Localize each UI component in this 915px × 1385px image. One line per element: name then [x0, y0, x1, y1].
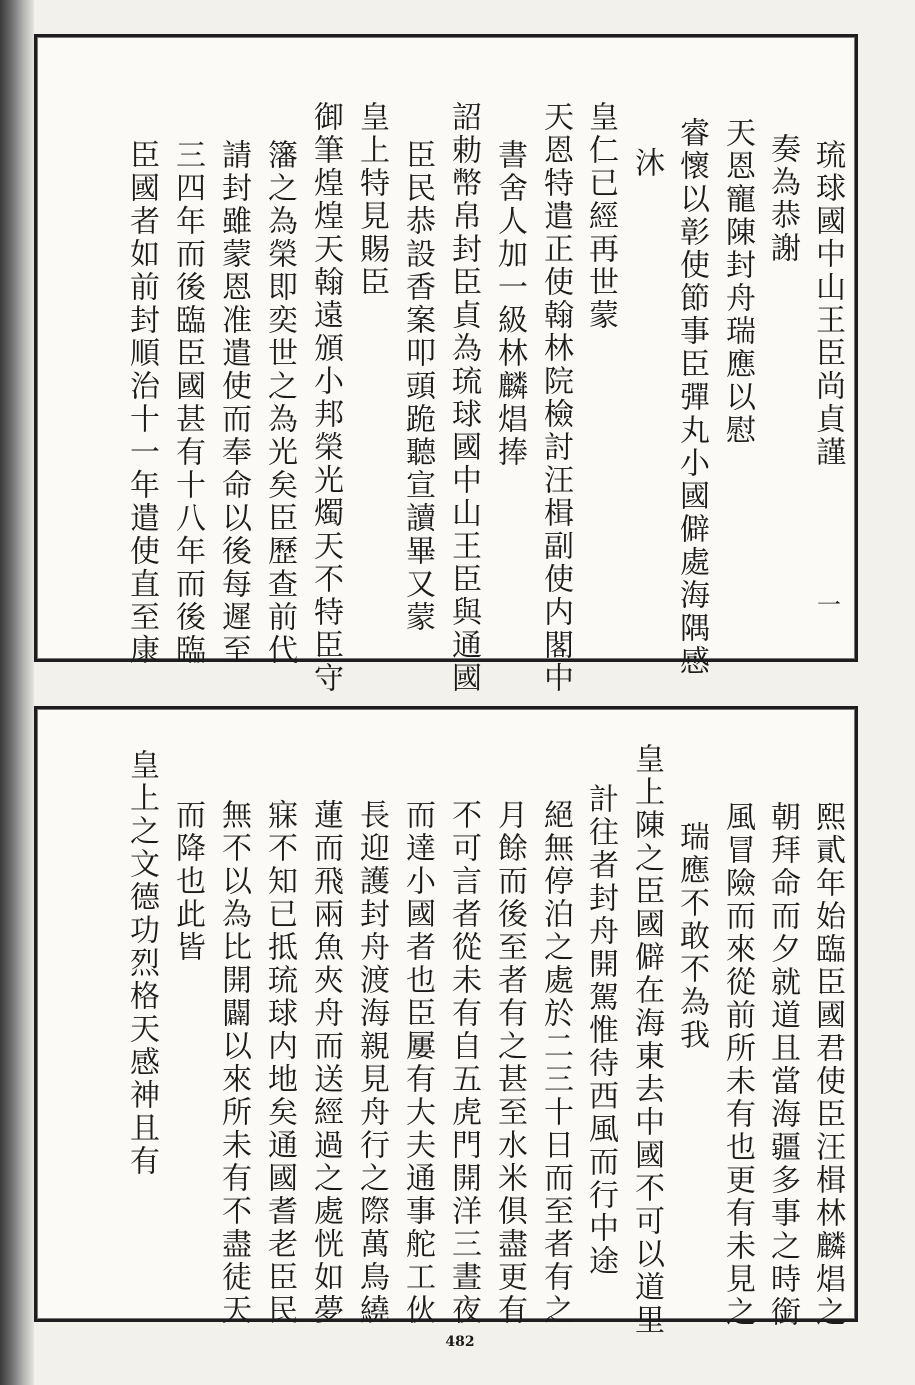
- text-column: 瑞應不敢不為我: [674, 821, 709, 1052]
- text-column: 書舍人加一級林麟焻捧: [492, 139, 527, 469]
- text-column: 皇仁已經再世蒙: [583, 101, 618, 332]
- page-number: 482: [445, 1334, 475, 1350]
- top-document-panel: [34, 34, 858, 695]
- text-column: 請封雖蒙恩准遣使而奉命以後每遲至: [216, 139, 251, 667]
- text-column: 無不以為比開闢以來所未有不盡徒天: [216, 799, 251, 1327]
- text-column: 長迎護封舟渡海親見舟行之際萬鳥繞: [354, 799, 389, 1327]
- text-column: 天恩特遣正使翰林院檢討汪楫副使内閣中: [538, 101, 573, 695]
- text-column: 絕無停泊之處於二三十日而至者有之: [538, 799, 573, 1327]
- bottom-document-panel: [34, 706, 858, 1337]
- text-column: 皇上之文德功烈格天感神且有: [124, 749, 159, 1178]
- text-column: 月餘而後至者有之甚至水米俱盡更有: [492, 799, 527, 1327]
- text-column: 計往者封舟開駕惟待西風而行中途: [583, 783, 618, 1278]
- text-column: 寐不知已抵琉球内地矣通國耆老臣民: [262, 799, 297, 1327]
- text-column: 皇上陳之臣國僻在海東去中國不可以道里: [629, 743, 664, 1337]
- text-column: 三四年而後臨臣國甚有十八年而後臨: [170, 139, 205, 667]
- text-column: 沐: [629, 147, 664, 180]
- text-column: 熙貳年始臨臣國君使臣汪楫林麟焻之: [810, 801, 845, 1329]
- book-spine-shadow: [0, 0, 34, 1385]
- text-column: 御筆煌煌天翰遠頒小邦榮光燭天不特臣守: [308, 101, 343, 695]
- text-column: 奏為恭謝: [765, 133, 800, 265]
- text-column: 而達小國者也臣屢有大夫通事舵工伙: [400, 799, 435, 1327]
- text-column: 詔勅幣帛封臣貞為琉球國中山王臣與通國: [446, 101, 481, 695]
- section-marker: 一: [817, 591, 841, 619]
- text-column: 籓之為榮即奕世之為光矣臣歷查前代: [262, 139, 297, 667]
- text-column: 臣民恭設香案叩頭跪聽宣讀畢又蒙: [400, 139, 435, 634]
- text-column: 琉球國中山王臣尚貞謹: [810, 139, 845, 469]
- text-column: 皇上特見賜臣: [354, 101, 389, 299]
- text-column: 天恩寵陳封舟瑞應以慰: [720, 117, 755, 447]
- text-column: 蓮而飛兩魚夾舟而送經過之處恍如夢: [308, 799, 343, 1327]
- text-column: 不可言者從未有自五虎門開洋三晝夜: [446, 799, 481, 1327]
- text-column: 朝拜命而夕就道且當海疆多事之時銜: [765, 801, 800, 1329]
- text-column: 而降也此皆: [170, 799, 205, 964]
- text-column: 睿懷以彰使節事臣彈丸小國僻處海隅感: [674, 117, 709, 678]
- text-column: 臣國者如前封順治十一年遣使直至康: [124, 139, 159, 667]
- text-column: 風冒險而來從前所未有也更有未見之: [720, 801, 755, 1329]
